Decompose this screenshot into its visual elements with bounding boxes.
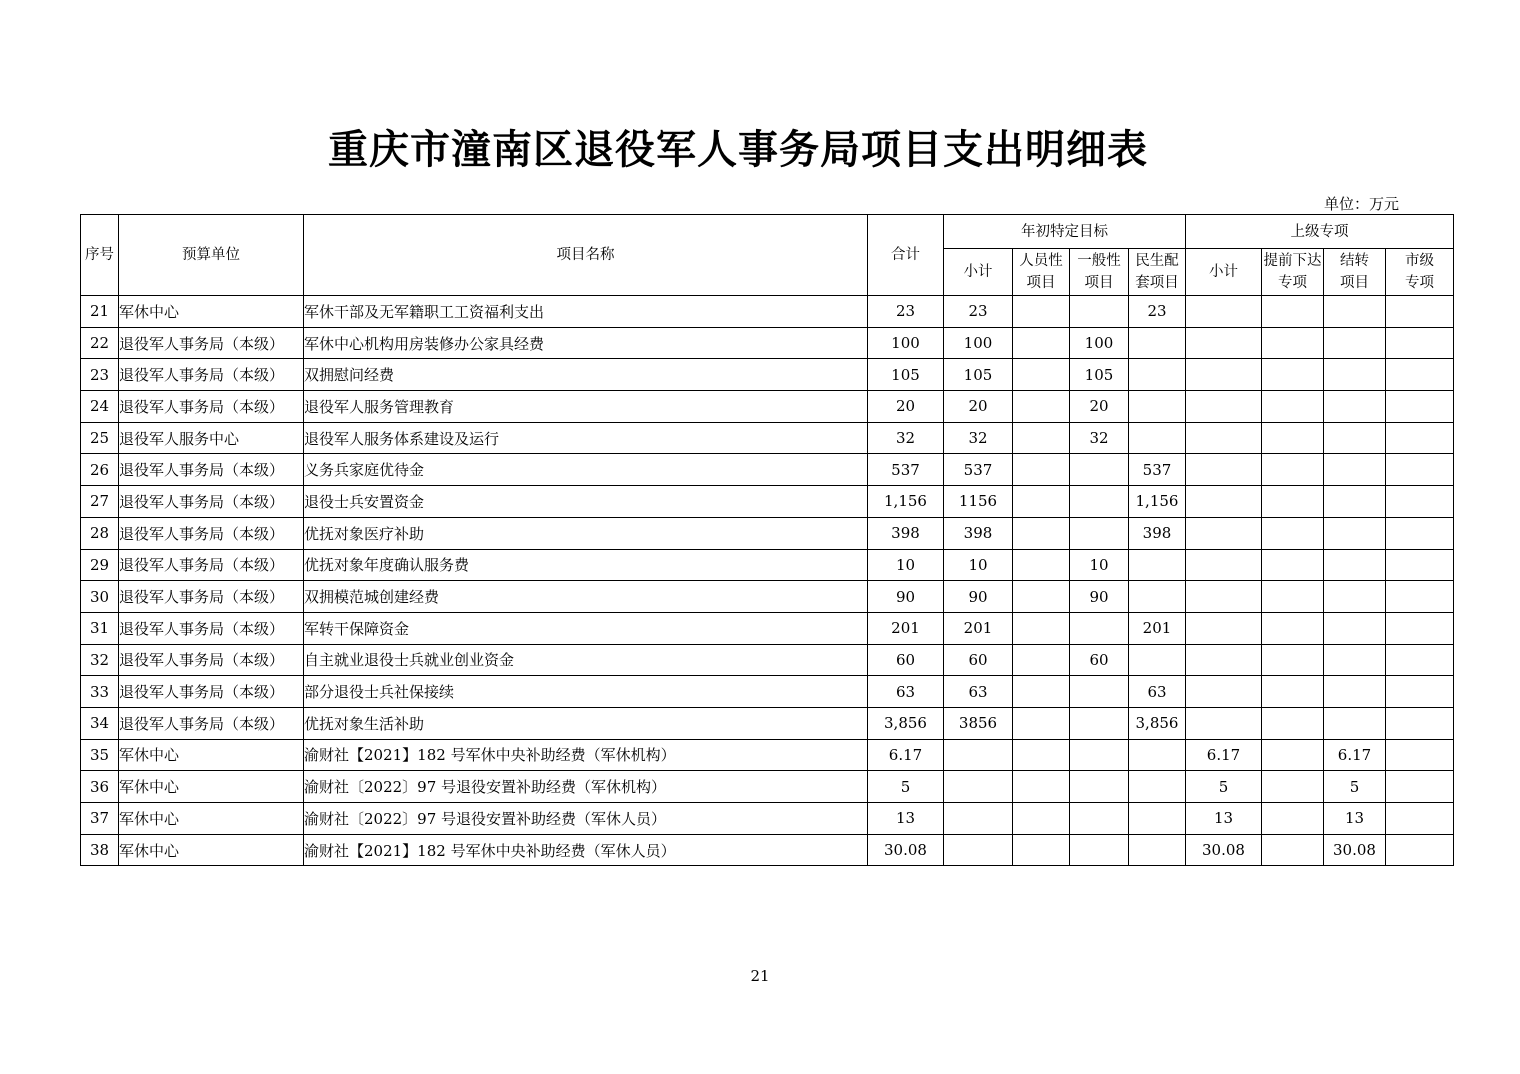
cell-livelihood xyxy=(1129,422,1186,454)
cell-annual-subtotal: 1156 xyxy=(944,486,1013,518)
cell-advance xyxy=(1262,391,1324,423)
cell-advance xyxy=(1262,771,1324,803)
cell-personnel xyxy=(1013,296,1070,328)
cell-annual-subtotal: 3856 xyxy=(944,707,1013,739)
cell-upper-subtotal: 30.08 xyxy=(1186,834,1262,866)
cell-annual-subtotal: 100 xyxy=(944,327,1013,359)
cell-city xyxy=(1386,803,1454,835)
cell-project-name: 渝财社【2021】182 号军休中央补助经费（军休人员） xyxy=(304,834,868,866)
cell-general xyxy=(1070,803,1129,835)
unit-label: 单位：万元 xyxy=(1324,195,1400,213)
cell-budget-unit: 军休中心 xyxy=(119,834,304,866)
cell-advance xyxy=(1262,707,1324,739)
cell-upper-subtotal xyxy=(1186,454,1262,486)
cell-budget-unit: 退役军人事务局（本级） xyxy=(119,454,304,486)
cell-personnel xyxy=(1013,391,1070,423)
cell-project-name: 双拥模范城创建经费 xyxy=(304,581,868,613)
cell-livelihood: 201 xyxy=(1129,612,1186,644)
cell-carryover xyxy=(1324,422,1386,454)
cell-seq: 33 xyxy=(81,676,119,708)
cell-annual-subtotal: 32 xyxy=(944,422,1013,454)
header-project-name: 项目名称 xyxy=(304,215,868,296)
cell-total: 5 xyxy=(868,771,944,803)
cell-upper-subtotal xyxy=(1186,296,1262,328)
cell-advance xyxy=(1262,612,1324,644)
cell-general: 100 xyxy=(1070,327,1129,359)
table-row xyxy=(81,612,1454,644)
cell-budget-unit: 退役军人事务局（本级） xyxy=(119,486,304,518)
cell-advance xyxy=(1262,454,1324,486)
cell-seq: 36 xyxy=(81,771,119,803)
cell-seq: 27 xyxy=(81,486,119,518)
cell-carryover xyxy=(1324,676,1386,708)
cell-carryover xyxy=(1324,454,1386,486)
cell-livelihood xyxy=(1129,644,1186,676)
cell-project-name: 自主就业退役士兵就业创业资金 xyxy=(304,644,868,676)
cell-seq: 24 xyxy=(81,391,119,423)
cell-carryover xyxy=(1324,327,1386,359)
cell-budget-unit: 军休中心 xyxy=(119,771,304,803)
cell-city xyxy=(1386,707,1454,739)
cell-personnel xyxy=(1013,803,1070,835)
cell-general: 90 xyxy=(1070,581,1129,613)
cell-project-name: 双拥慰问经费 xyxy=(304,359,868,391)
cell-total: 90 xyxy=(868,581,944,613)
header-upper-special-group: 上级专项 xyxy=(1186,215,1454,249)
cell-livelihood xyxy=(1129,391,1186,423)
cell-carryover xyxy=(1324,359,1386,391)
cell-project-name: 军休中心机构用房装修办公家具经费 xyxy=(304,327,868,359)
page-title: 重庆市潼南区退役军人事务局项目支出明细表 xyxy=(328,126,1148,173)
cell-livelihood xyxy=(1129,739,1186,771)
cell-seq: 32 xyxy=(81,644,119,676)
cell-annual-subtotal: 105 xyxy=(944,359,1013,391)
cell-budget-unit: 退役军人事务局（本级） xyxy=(119,707,304,739)
cell-annual-subtotal: 537 xyxy=(944,454,1013,486)
cell-personnel xyxy=(1013,707,1070,739)
table-row xyxy=(81,739,1454,771)
cell-budget-unit: 退役军人事务局（本级） xyxy=(119,517,304,549)
cell-seq: 21 xyxy=(81,296,119,328)
table-row xyxy=(81,327,1454,359)
cell-advance xyxy=(1262,327,1324,359)
cell-total: 10 xyxy=(868,549,944,581)
cell-general xyxy=(1070,676,1129,708)
cell-general xyxy=(1070,739,1129,771)
table-row xyxy=(81,359,1454,391)
cell-budget-unit: 退役军人事务局（本级） xyxy=(119,581,304,613)
cell-personnel xyxy=(1013,327,1070,359)
cell-seq: 26 xyxy=(81,454,119,486)
cell-annual-subtotal: 63 xyxy=(944,676,1013,708)
table-row xyxy=(81,549,1454,581)
cell-city xyxy=(1386,549,1454,581)
cell-livelihood xyxy=(1129,359,1186,391)
cell-general xyxy=(1070,771,1129,803)
cell-annual-subtotal: 10 xyxy=(944,549,1013,581)
table-row xyxy=(81,707,1454,739)
cell-city xyxy=(1386,517,1454,549)
cell-total: 398 xyxy=(868,517,944,549)
cell-personnel xyxy=(1013,581,1070,613)
cell-seq: 28 xyxy=(81,517,119,549)
cell-livelihood xyxy=(1129,803,1186,835)
cell-carryover xyxy=(1324,486,1386,518)
cell-advance xyxy=(1262,676,1324,708)
cell-upper-subtotal xyxy=(1186,549,1262,581)
cell-city xyxy=(1386,612,1454,644)
table-row xyxy=(81,644,1454,676)
cell-advance xyxy=(1262,581,1324,613)
cell-personnel xyxy=(1013,612,1070,644)
cell-project-name: 退役军人服务管理教育 xyxy=(304,391,868,423)
cell-carryover xyxy=(1324,612,1386,644)
cell-advance xyxy=(1262,549,1324,581)
header-annual-target-group: 年初特定目标 xyxy=(944,215,1186,249)
cell-general xyxy=(1070,707,1129,739)
cell-livelihood: 3,856 xyxy=(1129,707,1186,739)
cell-seq: 35 xyxy=(81,739,119,771)
cell-budget-unit: 退役军人事务局（本级） xyxy=(119,327,304,359)
cell-seq: 25 xyxy=(81,422,119,454)
cell-project-name: 渝财社【2021】182 号军休中央补助经费（军休机构） xyxy=(304,739,868,771)
cell-general xyxy=(1070,834,1129,866)
cell-general xyxy=(1070,486,1129,518)
cell-livelihood xyxy=(1129,771,1186,803)
cell-annual-subtotal xyxy=(944,739,1013,771)
cell-general xyxy=(1070,296,1129,328)
cell-general xyxy=(1070,612,1129,644)
cell-project-name: 优抚对象生活补助 xyxy=(304,707,868,739)
header-personnel: 人员性 项目 xyxy=(1013,249,1070,296)
cell-upper-subtotal xyxy=(1186,517,1262,549)
header-advance: 提前下达 专项 xyxy=(1262,249,1324,296)
cell-livelihood xyxy=(1129,549,1186,581)
cell-city xyxy=(1386,327,1454,359)
cell-budget-unit: 退役军人服务中心 xyxy=(119,422,304,454)
cell-personnel xyxy=(1013,834,1070,866)
cell-upper-subtotal xyxy=(1186,676,1262,708)
cell-personnel xyxy=(1013,676,1070,708)
cell-total: 100 xyxy=(868,327,944,359)
cell-livelihood: 537 xyxy=(1129,454,1186,486)
cell-total: 20 xyxy=(868,391,944,423)
cell-general: 20 xyxy=(1070,391,1129,423)
cell-general: 105 xyxy=(1070,359,1129,391)
cell-upper-subtotal xyxy=(1186,612,1262,644)
table-row xyxy=(81,391,1454,423)
cell-seq: 37 xyxy=(81,803,119,835)
cell-total: 60 xyxy=(868,644,944,676)
cell-annual-subtotal: 23 xyxy=(944,296,1013,328)
cell-annual-subtotal xyxy=(944,834,1013,866)
cell-upper-subtotal xyxy=(1186,486,1262,518)
cell-general: 32 xyxy=(1070,422,1129,454)
table-row xyxy=(81,486,1454,518)
header-budget-unit: 预算单位 xyxy=(119,215,304,296)
cell-city xyxy=(1386,391,1454,423)
cell-advance xyxy=(1262,834,1324,866)
cell-seq: 23 xyxy=(81,359,119,391)
cell-project-name: 军转干保障资金 xyxy=(304,612,868,644)
cell-seq: 38 xyxy=(81,834,119,866)
cell-annual-subtotal: 20 xyxy=(944,391,1013,423)
cell-budget-unit: 退役军人事务局（本级） xyxy=(119,612,304,644)
cell-carryover xyxy=(1324,581,1386,613)
cell-budget-unit: 退役军人事务局（本级） xyxy=(119,644,304,676)
cell-carryover: 6.17 xyxy=(1324,739,1386,771)
cell-seq: 34 xyxy=(81,707,119,739)
cell-total: 63 xyxy=(868,676,944,708)
cell-carryover xyxy=(1324,296,1386,328)
cell-livelihood: 1,156 xyxy=(1129,486,1186,518)
cell-general xyxy=(1070,517,1129,549)
cell-livelihood xyxy=(1129,581,1186,613)
cell-city xyxy=(1386,739,1454,771)
table-row xyxy=(81,422,1454,454)
cell-seq: 22 xyxy=(81,327,119,359)
cell-livelihood xyxy=(1129,834,1186,866)
cell-annual-subtotal xyxy=(944,771,1013,803)
cell-personnel xyxy=(1013,422,1070,454)
table-row xyxy=(81,803,1454,835)
cell-city xyxy=(1386,359,1454,391)
cell-personnel xyxy=(1013,517,1070,549)
cell-total: 537 xyxy=(868,454,944,486)
table-body xyxy=(81,296,1454,866)
table-header xyxy=(81,215,1454,296)
cell-city xyxy=(1386,644,1454,676)
header-livelihood: 民生配 套项目 xyxy=(1129,249,1186,296)
cell-city xyxy=(1386,486,1454,518)
cell-carryover xyxy=(1324,391,1386,423)
cell-upper-subtotal xyxy=(1186,391,1262,423)
cell-budget-unit: 退役军人事务局（本级） xyxy=(119,359,304,391)
cell-annual-subtotal xyxy=(944,803,1013,835)
header-seq: 序号 xyxy=(81,215,119,296)
cell-total: 13 xyxy=(868,803,944,835)
cell-budget-unit: 退役军人事务局（本级） xyxy=(119,676,304,708)
cell-budget-unit: 退役军人事务局（本级） xyxy=(119,391,304,423)
header-carryover: 结转 项目 xyxy=(1324,249,1386,296)
cell-city xyxy=(1386,296,1454,328)
table-row xyxy=(81,296,1454,328)
cell-carryover: 5 xyxy=(1324,771,1386,803)
cell-seq: 30 xyxy=(81,581,119,613)
cell-city xyxy=(1386,454,1454,486)
cell-upper-subtotal: 13 xyxy=(1186,803,1262,835)
cell-total: 105 xyxy=(868,359,944,391)
cell-livelihood: 23 xyxy=(1129,296,1186,328)
header-annual-subtotal: 小计 xyxy=(944,249,1013,296)
cell-carryover xyxy=(1324,644,1386,676)
cell-upper-subtotal xyxy=(1186,422,1262,454)
cell-personnel xyxy=(1013,771,1070,803)
cell-upper-subtotal xyxy=(1186,644,1262,676)
cell-city xyxy=(1386,834,1454,866)
cell-project-name: 军休干部及无军籍职工工资福利支出 xyxy=(304,296,868,328)
cell-budget-unit: 军休中心 xyxy=(119,803,304,835)
table-row xyxy=(81,581,1454,613)
cell-project-name: 退役士兵安置资金 xyxy=(304,486,868,518)
cell-livelihood: 398 xyxy=(1129,517,1186,549)
cell-personnel xyxy=(1013,486,1070,518)
cell-city xyxy=(1386,581,1454,613)
cell-advance xyxy=(1262,517,1324,549)
cell-budget-unit: 退役军人事务局（本级） xyxy=(119,549,304,581)
cell-annual-subtotal: 90 xyxy=(944,581,1013,613)
cell-project-name: 优抚对象年度确认服务费 xyxy=(304,549,868,581)
table-row xyxy=(81,771,1454,803)
cell-advance xyxy=(1262,739,1324,771)
cell-total: 6.17 xyxy=(868,739,944,771)
cell-advance xyxy=(1262,359,1324,391)
cell-upper-subtotal xyxy=(1186,707,1262,739)
cell-livelihood xyxy=(1129,327,1186,359)
header-city: 市级 专项 xyxy=(1386,249,1454,296)
cell-project-name: 退役军人服务体系建设及运行 xyxy=(304,422,868,454)
cell-upper-subtotal xyxy=(1186,359,1262,391)
cell-upper-subtotal xyxy=(1186,327,1262,359)
page-number: 21 xyxy=(750,967,770,985)
cell-city xyxy=(1386,422,1454,454)
cell-city xyxy=(1386,676,1454,708)
header-general: 一般性 项目 xyxy=(1070,249,1129,296)
cell-project-name: 渝财社〔2022〕97 号退役安置补助经费（军休人员） xyxy=(304,803,868,835)
cell-advance xyxy=(1262,486,1324,518)
cell-carryover xyxy=(1324,517,1386,549)
cell-personnel xyxy=(1013,454,1070,486)
table-row xyxy=(81,517,1454,549)
cell-project-name: 优抚对象医疗补助 xyxy=(304,517,868,549)
cell-general: 60 xyxy=(1070,644,1129,676)
cell-livelihood: 63 xyxy=(1129,676,1186,708)
cell-project-name: 渝财社〔2022〕97 号退役安置补助经费（军休机构） xyxy=(304,771,868,803)
cell-total: 1,156 xyxy=(868,486,944,518)
expenditure-table xyxy=(80,214,1454,866)
table-row xyxy=(81,454,1454,486)
cell-personnel xyxy=(1013,549,1070,581)
cell-seq: 31 xyxy=(81,612,119,644)
cell-personnel xyxy=(1013,359,1070,391)
cell-total: 23 xyxy=(868,296,944,328)
cell-total: 201 xyxy=(868,612,944,644)
cell-upper-subtotal: 5 xyxy=(1186,771,1262,803)
cell-total: 30.08 xyxy=(868,834,944,866)
cell-upper-subtotal: 6.17 xyxy=(1186,739,1262,771)
cell-total: 32 xyxy=(868,422,944,454)
cell-project-name: 部分退役士兵社保接续 xyxy=(304,676,868,708)
cell-personnel xyxy=(1013,739,1070,771)
cell-upper-subtotal xyxy=(1186,581,1262,613)
cell-carryover: 13 xyxy=(1324,803,1386,835)
cell-city xyxy=(1386,771,1454,803)
cell-carryover xyxy=(1324,549,1386,581)
cell-advance xyxy=(1262,296,1324,328)
cell-general xyxy=(1070,454,1129,486)
table-row xyxy=(81,834,1454,866)
table-row xyxy=(81,676,1454,708)
cell-annual-subtotal: 398 xyxy=(944,517,1013,549)
cell-seq: 29 xyxy=(81,549,119,581)
cell-annual-subtotal: 60 xyxy=(944,644,1013,676)
cell-general: 10 xyxy=(1070,549,1129,581)
cell-advance xyxy=(1262,422,1324,454)
cell-annual-subtotal: 201 xyxy=(944,612,1013,644)
cell-carryover xyxy=(1324,707,1386,739)
cell-budget-unit: 军休中心 xyxy=(119,296,304,328)
cell-advance xyxy=(1262,644,1324,676)
header-upper-subtotal: 小计 xyxy=(1186,249,1262,296)
cell-project-name: 义务兵家庭优待金 xyxy=(304,454,868,486)
cell-budget-unit: 军休中心 xyxy=(119,739,304,771)
cell-advance xyxy=(1262,803,1324,835)
cell-total: 3,856 xyxy=(868,707,944,739)
cell-carryover: 30.08 xyxy=(1324,834,1386,866)
cell-personnel xyxy=(1013,644,1070,676)
header-total: 合计 xyxy=(868,215,944,296)
